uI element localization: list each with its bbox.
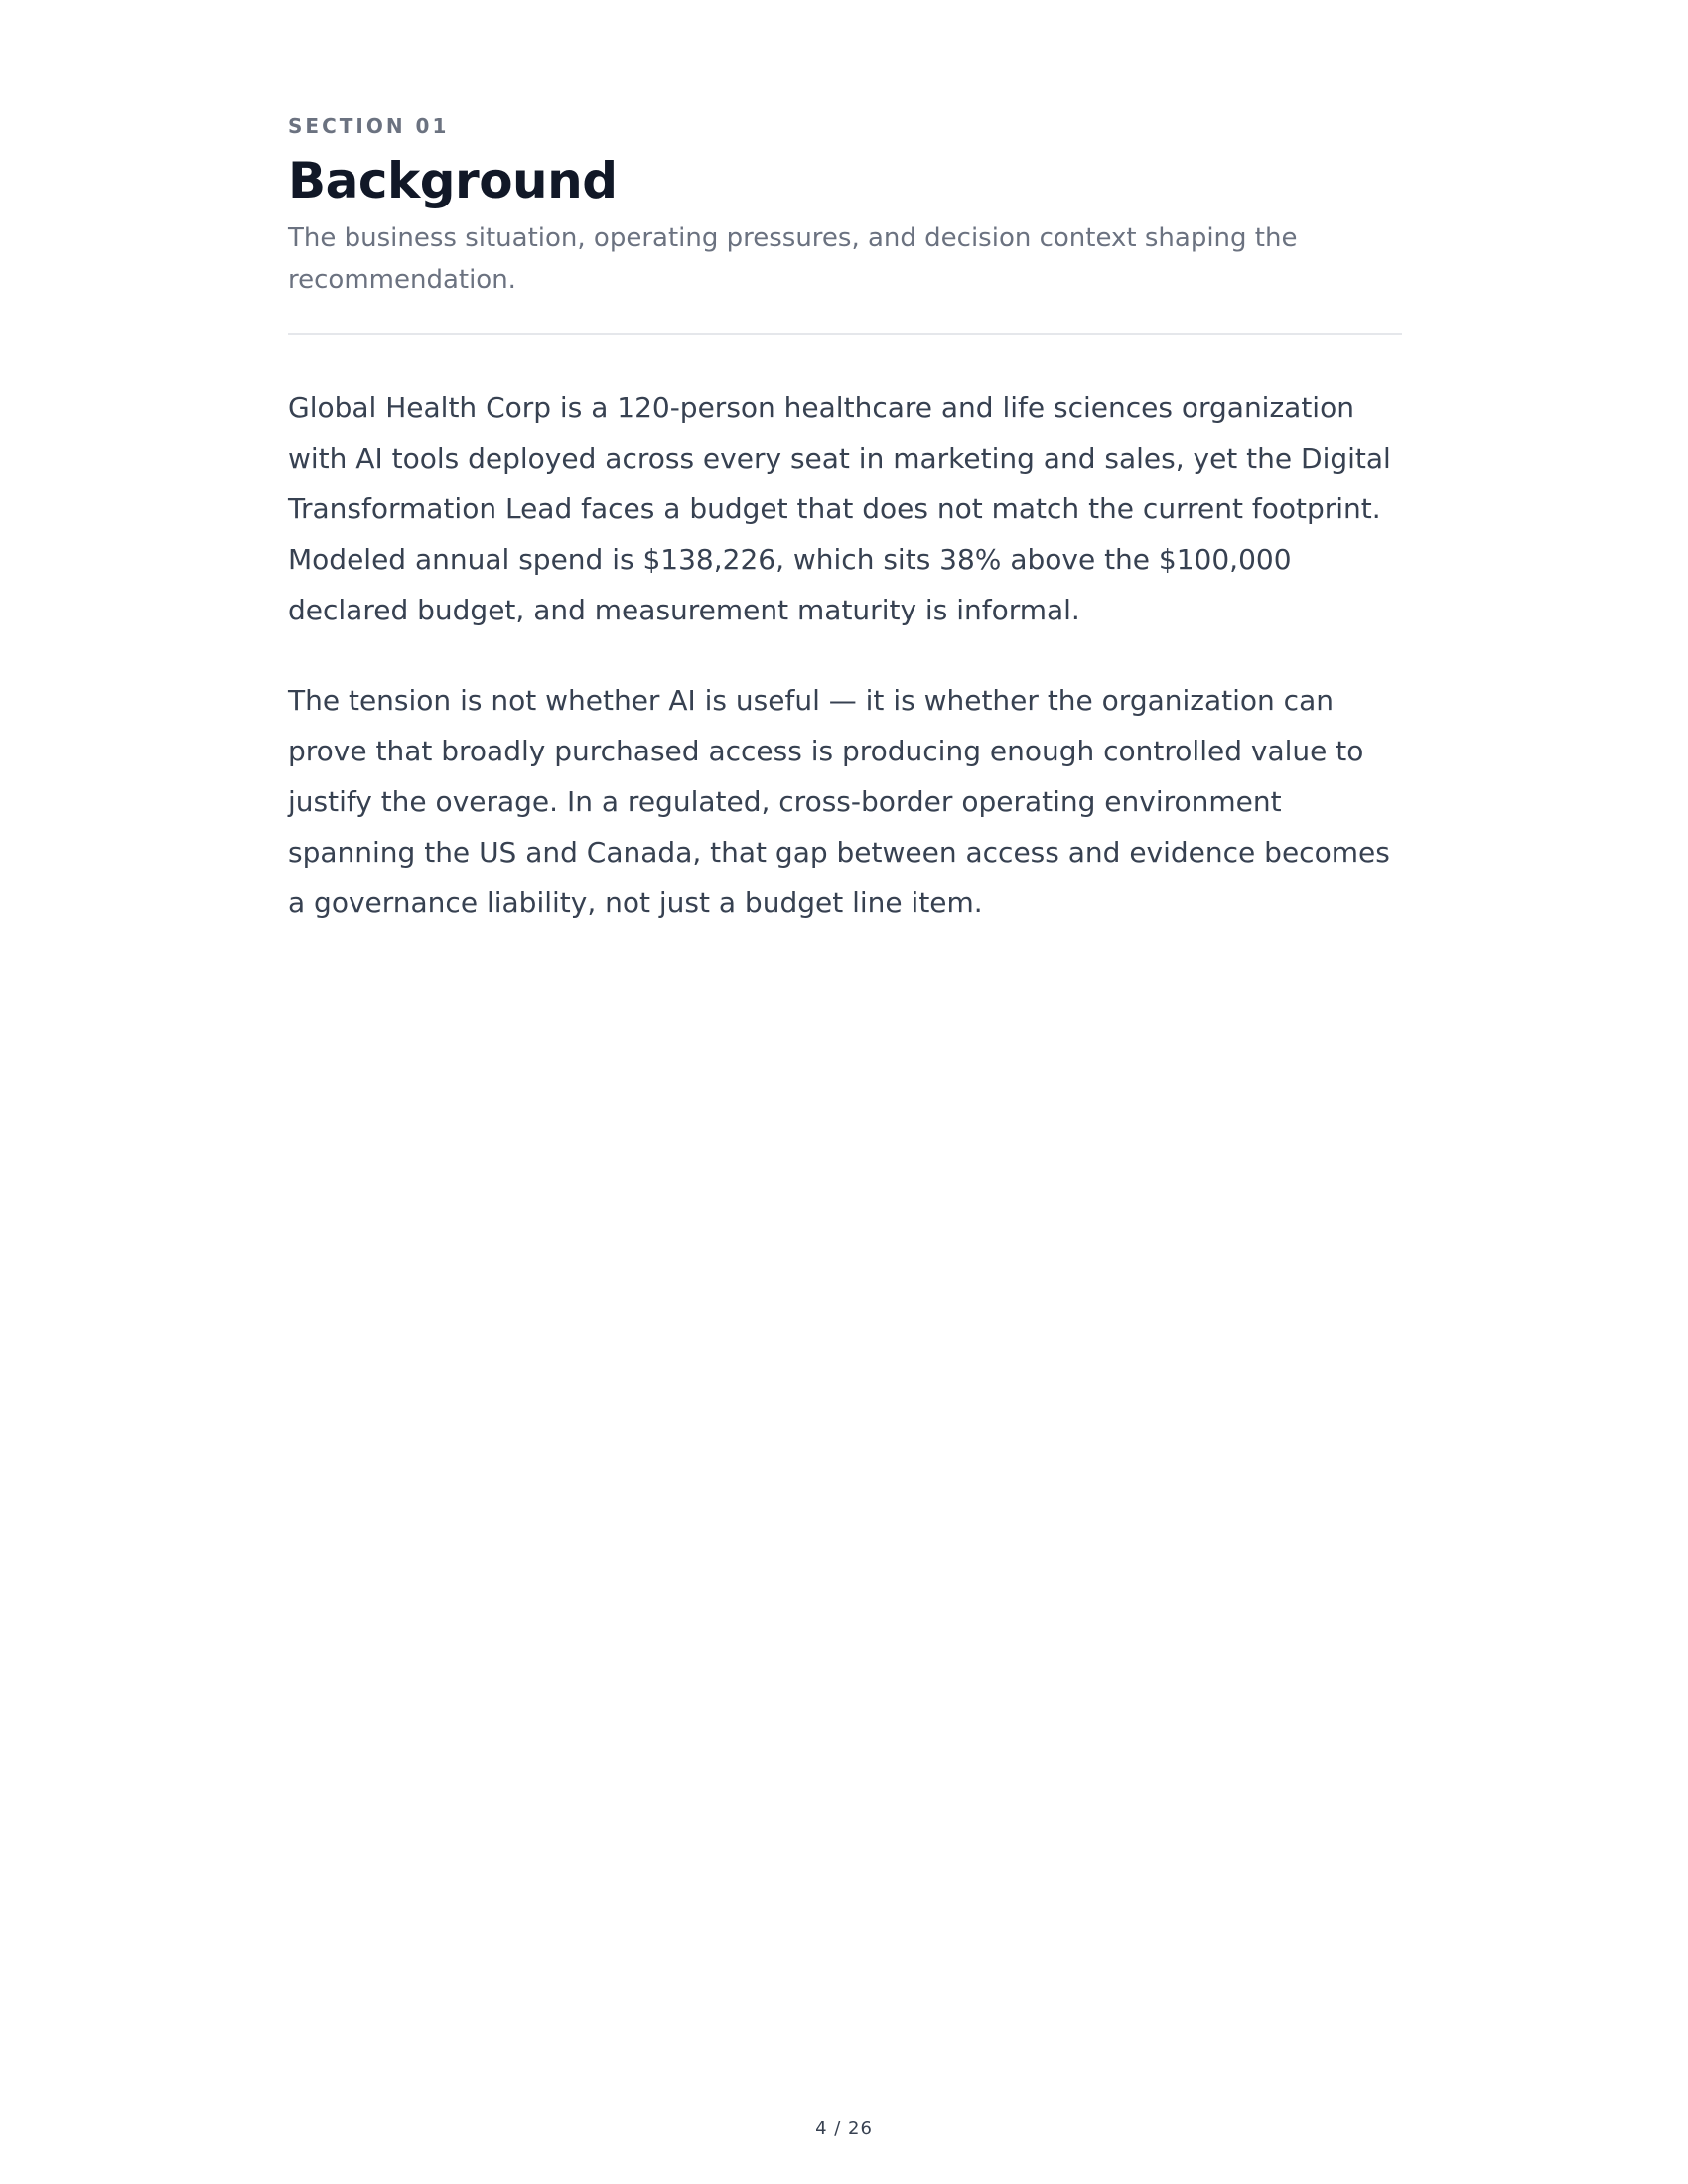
section-subtitle: The business situation, operating pressures, and decision context shaping the recommendation. <box>288 223 1298 295</box>
section-title: Background <box>288 152 618 209</box>
document-page <box>288 114 1402 928</box>
body-paragraph: The tension is not whether AI is useful — it is whether the organization can prove that broadly purchased access is producing enough controlled value to justify the overage. In a regulated, cross-border operating environment spanning the US and Canada, that gap between access and evidence becomes a governance liability, not just a budget line item. <box>288 684 1390 919</box>
body-paragraph: Global Health Corp is a 120-person healthcare and life sciences organization with AI tools deployed across every seat in marketing and sales, yet the Digital Transformation Lead faces a budget that does not match the current footprint. Modeled annual spend is $138,226, which sits 38% above the $100,000 declared budget, and measurement maturity is informal. <box>288 391 1391 626</box>
section-eyebrow: SECTION 01 <box>288 114 450 138</box>
section-divider <box>288 333 1402 335</box>
page-number: 4 / 26 <box>815 2118 873 2139</box>
